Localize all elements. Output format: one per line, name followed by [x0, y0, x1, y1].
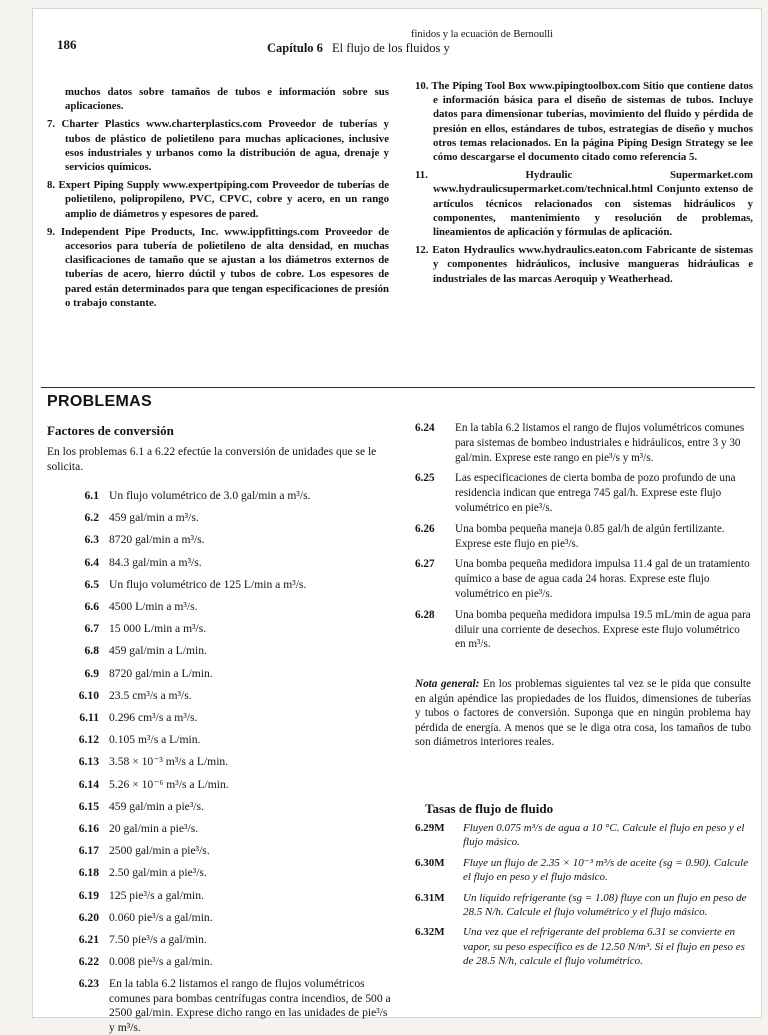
problem-item [53, 907, 393, 929]
problem-item [53, 929, 393, 951]
problem-text: 459 gal/min a L/min. [109, 644, 207, 658]
problem-number: 6.7 [84, 622, 99, 636]
general-note-label: Nota general: [415, 678, 480, 690]
problem-text: 15 000 L/min a m³/s. [109, 622, 207, 636]
problem-number: 6.25 [415, 472, 435, 485]
problem-number: 6.28 [415, 608, 435, 621]
problem-item [415, 891, 751, 920]
reference-number: 9. [47, 225, 56, 238]
problem-text: 7.50 pie³/s a gal/min. [109, 933, 207, 947]
problem-item [415, 421, 751, 465]
problem-number: 6.21 [78, 933, 99, 947]
problem-text: 4500 L/min a m³/s. [109, 600, 198, 614]
reference-text: Charter Plastics www.charterplastics.com Proveedor de tuberías y tubos de plástico de polietileno para muchas aplicaciones, inclusive esos industriales y urbanos como la distribución de agua, drenaje y servicios químicos. [61, 118, 389, 174]
general-note-text: En los problemas siguientes tal vez se le pida que consulte en algún apéndice las propiedades de los fluidos, dimensiones de tuberías y tubos o factores de conversión. Suponga que en ningún problema hay pérdida de energía. A menos que se le diga otra cosa, los tamaños de tubo son diámetros interiores reales. [415, 678, 751, 749]
problem-number: 6.14 [78, 777, 99, 791]
problem-text: 0.008 pie³/s a gal/min. [109, 955, 213, 969]
problem-number: 6.22 [78, 955, 99, 969]
subsection-title-conversion: Factores de conversión [47, 423, 174, 438]
problem-text: 8720 gal/min a L/min. [109, 666, 213, 680]
conversion-problem-list [53, 485, 393, 1035]
problem-text: 23.5 cm³/s a m³/s. [109, 688, 192, 702]
problem-number: 6.16 [78, 822, 99, 836]
reference-entry [47, 178, 389, 221]
reference-number: 11. [415, 169, 428, 182]
problem-text: 459 gal/min a m³/s. [109, 511, 199, 525]
problem-number: 6.9 [84, 666, 99, 680]
running-header-right: finidos y la ecuación de Bernoulli [411, 29, 554, 40]
problem-number: 6.19 [78, 888, 99, 902]
problem-number: 6.11 [79, 711, 99, 725]
problem-item [53, 485, 393, 507]
problem-number: 6.29M [415, 822, 445, 834]
problem-number: 6.26 [415, 522, 435, 535]
flow-rate-problem-list [415, 821, 751, 975]
problem-item [53, 796, 393, 818]
references-right-column [415, 79, 753, 290]
page-number: 186 [57, 37, 77, 52]
problem-item [53, 663, 393, 685]
reference-text: muchos datos sobre tamaños de tubos e información sobre sus aplicaciones. [65, 86, 389, 113]
problem-item [415, 557, 751, 601]
problem-number: 6.10 [78, 688, 99, 702]
problem-item [53, 729, 393, 751]
problem-number: 6.27 [415, 558, 435, 571]
problem-number: 6.24 [415, 422, 435, 434]
textbook-page [32, 8, 762, 1034]
reference-number: 10. [415, 80, 429, 92]
reference-number: 8. [47, 179, 56, 192]
general-note [415, 677, 751, 750]
reference-entry [47, 225, 389, 310]
chapter-label: Capítulo 6 [267, 41, 323, 55]
problem-text: 125 pie³/s a gal/min. [109, 888, 204, 902]
problem-item [415, 522, 751, 552]
problem-item [53, 951, 393, 973]
running-header [267, 41, 450, 56]
problem-text: 5.26 × 10⁻⁶ m³/s a L/min. [109, 777, 229, 791]
problem-item [53, 977, 393, 1035]
problem-number: 6.23 [78, 977, 99, 991]
problem-item [53, 529, 393, 551]
problem-item [53, 574, 393, 596]
problem-text: Un flujo volumétrico de 125 L/min a m³/s. [109, 577, 307, 591]
problem-text: Una bomba pequeña medidora impulsa 11.4 gal de un tratamiento químico a base de agua cada 24 horas. Exprese este flujo volumétrico en pie³/s. [455, 558, 750, 600]
section-divider [41, 387, 755, 388]
reference-entry [415, 79, 753, 164]
problem-number: 6.30M [415, 856, 445, 869]
problem-item [53, 818, 393, 840]
problem-text: Una bomba pequeña medidora impulsa 19.5 mL/min de agua para diluir una corriente de desechos. Exprese este flujo volumétrico en m³/s. [455, 608, 751, 651]
section-title: PROBLEMAS [47, 393, 152, 410]
problem-number: 6.15 [78, 799, 99, 813]
problem-item [415, 821, 751, 850]
problem-text: Un líquido refrigerante (sg = 1.08) fluye con un flujo en peso de 28.5 N/h. Calcule el flujo volumétrico y el flujo másico. [463, 891, 747, 919]
problem-item [53, 618, 393, 640]
problem-number: 6.12 [78, 733, 99, 747]
problem-text: 2.50 gal/min a pie³/s. [109, 866, 207, 880]
problem-number: 6.1 [84, 489, 99, 502]
reference-text: The Piping Tool Box www.pipingtoolbox.com Sitio que contiene datos e información básica para el diseño de sistemas de tubos. Incluye datos para dimensionar tuberías, movimiento del fluido y pérdida de presión en ellos, estándares de tubos, estrategias de diseño y muchos otros temas relacionados. En la página Piping Design Strategy se lee cómo descargarse el documento citado como referencia 5. [431, 80, 753, 164]
reference-text: Independent Pipe Products, Inc. www.ippfittings.com Proveedor de accesorios para tubería de polietileno de alta densidad, en muchas clasificaciones de tamaño que se ajustan a los diámetros externos de tuberías de acero, hierro dúctil y tubos de cobre. Los espesores de pared están determinados para que tengan especificaciones de presión o trabajo constante. [60, 225, 389, 309]
problem-item [53, 840, 393, 862]
problems-intro: En los problemas 6.1 a 6.22 efectúe la conversión de unidades que se le solicita. [47, 446, 377, 473]
problem-number: 6.4 [84, 555, 99, 569]
problem-item [53, 751, 393, 773]
references-left-column [47, 85, 389, 314]
reference-text: Eaton Hydraulics www.hydraulics.eaton.com Fabricante de sistemas y componentes hidráulicos, inclusive mangueras hidráulicas e industriales de las marcas Aeroquip y Weatherhead. [432, 244, 753, 285]
problem-text: Una bomba pequeña maneja 0.85 gal/h de algún fertilizante. Exprese este flujo en pie³/s. [455, 522, 725, 550]
problem-number: 6.3 [84, 533, 99, 547]
problem-text: Una vez que el refrigerante del problema 6.31 se convierte en vapor, su peso específico es de 12.50 N/m³. Si el flujo en peso es de 28.5 N/h, calcule el flujo volumétrico. [463, 926, 745, 968]
problem-item [53, 862, 393, 884]
reference-entry [415, 243, 753, 286]
problem-item [53, 774, 393, 796]
problem-number: 6.18 [78, 866, 99, 880]
problem-text: 0.296 cm³/s a m³/s. [109, 711, 198, 725]
reference-entry [47, 85, 389, 113]
problem-number: 6.13 [78, 755, 99, 769]
problem-number: 6.6 [84, 600, 99, 614]
problem-text: En la tabla 6.2 listamos el rango de flujos volumétricos comunes para sistemas de bombeo industriales e hidráulicos, entre 3 y 30 gal/min. Exprese este rango en pie³/s y m³/s. [455, 422, 745, 464]
problem-text: 0.105 m³/s a L/min. [109, 733, 201, 747]
problem-item [53, 596, 393, 618]
problem-text: 0.060 pie³/s a gal/min. [109, 910, 213, 924]
problem-number: 6.8 [84, 644, 99, 658]
problem-text: 8720 gal/min a m³/s. [109, 533, 205, 547]
problem-number: 6.2 [84, 511, 99, 525]
problem-item [415, 925, 751, 968]
reference-text: Hydraulic Supermarket.com www.hydraulicsupermarket.com/technical.html Conjunto extenso de artículos técnicos relacionados con sistemas hidráulicos y componentes, mantenimiento y resolución de problemas, lineamientos de aplicación y fórmulas de aplicación. [433, 169, 753, 239]
problem-item [53, 507, 393, 529]
chapter-title: El flujo de los fluidos y [332, 41, 450, 55]
reference-number: 7. [47, 118, 56, 131]
problem-text: 84.3 gal/min a m³/s. [109, 555, 202, 569]
problem-number: 6.5 [84, 577, 99, 591]
problem-text: 459 gal/min a pie³/s. [109, 799, 204, 813]
problem-text: Un flujo volumétrico de 3.0 gal/min a m³/s. [109, 489, 311, 502]
problem-text: 20 gal/min a pie³/s. [109, 822, 199, 836]
reference-text: Expert Piping Supply www.expertpiping.com Proveedor de tuberías de polietileno, polipropileno, PVC, CPVC, cobre y acero, en un rango amplio de diámetros y espesores de pared. [58, 179, 389, 220]
problem-text: 2500 gal/min a pie³/s. [109, 844, 210, 858]
subsection-title-flow-rates: Tasas de flujo de fluido [425, 801, 554, 816]
problem-item [53, 707, 393, 729]
problem-item [415, 471, 751, 515]
reference-number: 12. [415, 244, 429, 257]
problem-number: 6.17 [78, 844, 99, 858]
conversion-problem-list-right [415, 421, 751, 658]
problem-number: 6.32M [415, 926, 445, 939]
problem-item [53, 640, 393, 662]
problem-item [53, 552, 393, 574]
reference-entry [47, 117, 389, 174]
problem-text: 3.58 × 10⁻³ m³/s a L/min. [109, 755, 229, 769]
problem-item [53, 685, 393, 707]
problem-text: Fluyen 0.075 m³/s de agua a 10 °C. Calcule el flujo en peso y el flujo másico. [463, 822, 745, 849]
problem-text: Fluye un flujo de 2.35 × 10⁻³ m³/s de aceite (sg = 0.90). Calcule el flujo en peso y el flujo másico. [463, 856, 749, 884]
problem-item [415, 856, 751, 885]
problem-item [53, 885, 393, 907]
problem-text: Las especificaciones de cierta bomba de pozo profundo de una residencia indican que entrega 745 gal/h. Exprese este flujo volumétrico en pie³/s. [455, 472, 736, 514]
problem-text: En la tabla 6.2 listamos el rango de flujos volumétricos comunes para bombas centrífugas contra incendios, de 500 a 2500 gal/min. Exprese dicho rango en las unidades de pie³/s y m³/s. [109, 977, 391, 1034]
reference-entry [415, 168, 753, 239]
problem-number: 6.20 [78, 910, 99, 924]
problem-number: 6.31M [415, 891, 445, 904]
problem-item [415, 608, 751, 652]
